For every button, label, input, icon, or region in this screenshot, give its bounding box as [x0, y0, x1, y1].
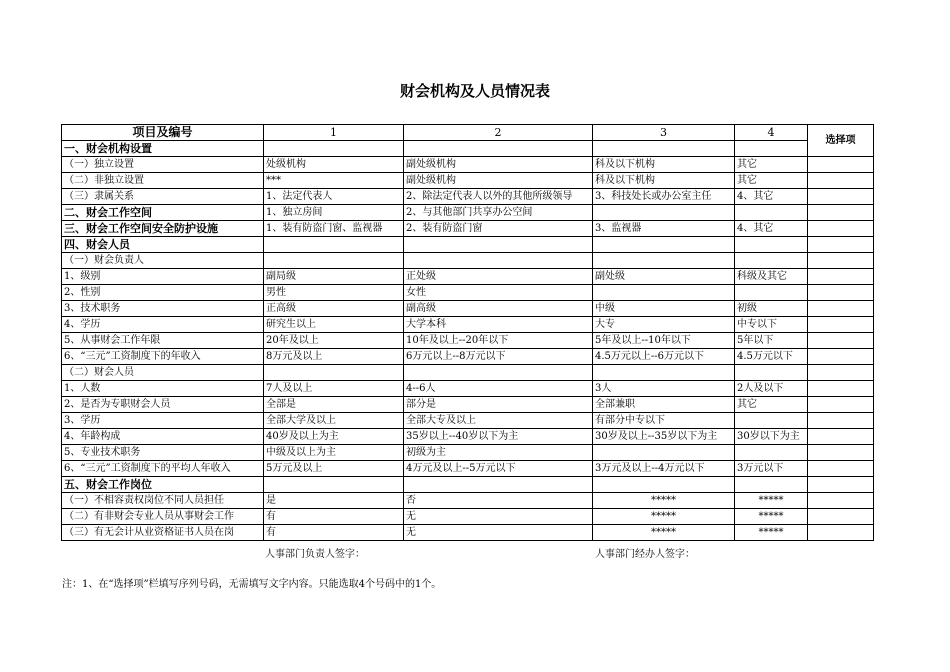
option-cell-3: 大专 — [593, 317, 735, 333]
option-cell-2: 部分是 — [404, 397, 593, 413]
table-row — [62, 461, 874, 477]
option-cell-2 — [404, 365, 593, 381]
table-row — [62, 317, 874, 333]
table-row — [62, 349, 874, 365]
option-cell-4: ***** — [735, 493, 808, 509]
table-row — [62, 157, 874, 173]
signature-right: 人事部门经办人签字： — [595, 549, 695, 560]
option-cell-1: 研究生以上 — [264, 317, 404, 333]
option-cell-4: 4.5万元以下 — [735, 349, 808, 365]
select-cell[interactable] — [808, 429, 874, 445]
option-cell-3: 副处级 — [593, 269, 735, 285]
option-cell-4 — [735, 477, 808, 493]
option-cell-4 — [735, 237, 808, 253]
table-row — [62, 189, 874, 205]
option-cell-1 — [264, 477, 404, 493]
table-row — [62, 285, 874, 301]
select-cell[interactable] — [808, 365, 874, 381]
option-cell-4: 中专以下 — [735, 317, 808, 333]
option-cell-3 — [593, 285, 735, 301]
table-row — [62, 429, 874, 445]
option-cell-4: 科级及其它 — [735, 269, 808, 285]
option-cell-3 — [593, 365, 735, 381]
option-cell-2: 副处级机构 — [404, 173, 593, 189]
row-label: 三、财会工作空间安全防护设施 — [62, 221, 264, 237]
select-cell[interactable] — [808, 381, 874, 397]
option-cell-2: 2、与其他部门共享办公空间 — [404, 205, 593, 221]
page-title: 财会机构及人员情况表 — [399, 82, 550, 100]
row-label: （三）隶属关系 — [62, 189, 264, 205]
row-label: 6、“三元”工资制度下的平均人年收入 — [62, 461, 264, 477]
option-cell-3: ***** — [593, 493, 735, 509]
option-cell-1: 是 — [264, 493, 404, 509]
option-cell-2 — [404, 237, 593, 253]
table-row — [62, 269, 874, 285]
option-cell-2: 副处级机构 — [404, 157, 593, 173]
select-cell[interactable] — [808, 461, 874, 477]
option-cell-3 — [593, 445, 735, 461]
option-cell-1: 40岁及以上为主 — [264, 429, 404, 445]
option-cell-2: 6万元以上--8万元以下 — [404, 349, 593, 365]
option-cell-2 — [404, 253, 593, 269]
option-cell-1: 中级及以上为主 — [264, 445, 404, 461]
select-cell[interactable] — [808, 493, 874, 509]
option-cell-4: 5年以下 — [735, 333, 808, 349]
row-label: 1、人数 — [62, 381, 264, 397]
row-label: （二）财会人员 — [62, 365, 264, 381]
row-label: 4、学历 — [62, 317, 264, 333]
option-cell-3: ***** — [593, 509, 735, 525]
option-cell-1 — [264, 141, 404, 157]
option-cell-1: 7人及以上 — [264, 381, 404, 397]
option-cell-4: ***** — [735, 509, 808, 525]
signature-left: 人事部门负责人签字： — [265, 549, 365, 560]
footnote: 注：1、在“选择项”栏填写序列号码，无需填写文字内容。只能选取4个号码中的1个。 — [62, 579, 442, 590]
option-cell-4: ***** — [735, 525, 808, 541]
table-row — [62, 493, 874, 509]
select-cell[interactable] — [808, 253, 874, 269]
header-row — [62, 125, 874, 141]
option-cell-4: 2人及以下 — [735, 381, 808, 397]
option-cell-3: 科及以下机构 — [593, 173, 735, 189]
row-label: （一）财会负责人 — [62, 253, 264, 269]
table-row — [62, 397, 874, 413]
option-cell-3 — [593, 253, 735, 269]
option-cell-3: 3、监视器 — [593, 221, 735, 237]
option-cell-4 — [735, 445, 808, 461]
option-cell-1: 全部是 — [264, 397, 404, 413]
select-cell[interactable] — [808, 173, 874, 189]
table-row — [62, 237, 874, 253]
option-cell-2: 副高级 — [404, 301, 593, 317]
option-cell-1: 5万元及以上 — [264, 461, 404, 477]
table-row — [62, 445, 874, 461]
option-cell-4: 3万元以下 — [735, 461, 808, 477]
option-cell-2: 大学本科 — [404, 317, 593, 333]
option-cell-2 — [404, 141, 593, 157]
select-cell[interactable] — [808, 317, 874, 333]
row-label: 1、级别 — [62, 269, 264, 285]
header-col-3: 3 — [593, 125, 735, 141]
option-cell-1 — [264, 237, 404, 253]
option-cell-1: *** — [264, 173, 404, 189]
option-cell-2: 4--6人 — [404, 381, 593, 397]
option-cell-1: 正高级 — [264, 301, 404, 317]
row-label: 2、是否为专职财会人员 — [62, 397, 264, 413]
option-cell-3: 30岁及以上--35岁以下为主 — [593, 429, 735, 445]
row-label: 2、性别 — [62, 285, 264, 301]
table-row — [62, 141, 874, 157]
table-row — [62, 365, 874, 381]
option-cell-4 — [735, 365, 808, 381]
option-cell-1 — [264, 253, 404, 269]
table-row — [62, 173, 874, 189]
option-cell-3: 有部分中专以下 — [593, 413, 735, 429]
select-cell[interactable] — [808, 445, 874, 461]
option-cell-2: 4万元及以上--5万元以下 — [404, 461, 593, 477]
option-cell-4 — [735, 205, 808, 221]
option-cell-1: 有 — [264, 509, 404, 525]
row-label: （二）有非财会专业人员从事财会工作 — [62, 509, 264, 525]
option-cell-2 — [404, 477, 593, 493]
select-cell[interactable] — [808, 525, 874, 541]
select-cell[interactable] — [808, 413, 874, 429]
row-label: （一）不相容责权岗位不同人员担任 — [62, 493, 264, 509]
row-label: 6、“三元”工资制度下的年收入 — [62, 349, 264, 365]
select-cell[interactable] — [808, 349, 874, 365]
option-cell-3 — [593, 237, 735, 253]
row-label: 4、年龄构成 — [62, 429, 264, 445]
row-label: 二、财会工作空间 — [62, 205, 264, 221]
option-cell-1: 1、法定代表人 — [264, 189, 404, 205]
option-cell-3: 中级 — [593, 301, 735, 317]
option-cell-3 — [593, 141, 735, 157]
option-cell-3: 4.5万元以上--6万元以下 — [593, 349, 735, 365]
option-cell-4: 4、其它 — [735, 221, 808, 237]
row-label: 3、技术职务 — [62, 301, 264, 317]
option-cell-1: 1、独立房间 — [264, 205, 404, 221]
table-row — [62, 301, 874, 317]
option-cell-2: 2、除法定代表人以外的其他所级领导 — [404, 189, 593, 205]
option-cell-1: 全部大学及以上 — [264, 413, 404, 429]
header-col-1: 1 — [264, 125, 404, 141]
option-cell-4 — [735, 253, 808, 269]
select-cell[interactable] — [808, 285, 874, 301]
option-cell-4: 4、其它 — [735, 189, 808, 205]
option-cell-1: 20年及以上 — [264, 333, 404, 349]
select-cell[interactable] — [808, 205, 874, 221]
option-cell-3: 科及以下机构 — [593, 157, 735, 173]
select-cell[interactable] — [808, 509, 874, 525]
option-cell-3: 3人 — [593, 381, 735, 397]
option-cell-2: 否 — [404, 493, 593, 509]
table-row — [62, 525, 874, 541]
row-label: 5、从事财会工作年限 — [62, 333, 264, 349]
select-cell[interactable] — [808, 269, 874, 285]
header-project: 项目及编号 — [62, 125, 264, 141]
option-cell-1: 处级机构 — [264, 157, 404, 173]
option-cell-3: 全部兼职 — [593, 397, 735, 413]
table-row — [62, 477, 874, 493]
option-cell-3 — [593, 477, 735, 493]
select-cell[interactable] — [808, 301, 874, 317]
option-cell-2: 无 — [404, 525, 593, 541]
option-cell-1: 有 — [264, 525, 404, 541]
option-cell-3: ***** — [593, 525, 735, 541]
option-cell-2: 10年及以上--20年以下 — [404, 333, 593, 349]
table-row — [62, 253, 874, 269]
table-row — [62, 221, 874, 237]
header-col-4: 4 — [735, 125, 808, 141]
option-cell-1: 男性 — [264, 285, 404, 301]
select-cell[interactable] — [808, 157, 874, 173]
option-cell-4: 初级 — [735, 301, 808, 317]
option-cell-3 — [593, 205, 735, 221]
option-cell-4 — [735, 413, 808, 429]
table-row — [62, 205, 874, 221]
option-cell-2: 初级为主 — [404, 445, 593, 461]
select-cell[interactable] — [808, 221, 874, 237]
row-label: 一、财会机构设置 — [62, 141, 264, 157]
select-cell[interactable] — [808, 333, 874, 349]
option-cell-1 — [264, 365, 404, 381]
table-row — [62, 381, 874, 397]
table-row — [62, 333, 874, 349]
option-cell-1: 1、装有防盗门窗、监视器 — [264, 221, 404, 237]
option-cell-2: 正处级 — [404, 269, 593, 285]
option-cell-4 — [735, 285, 808, 301]
select-cell[interactable] — [808, 189, 874, 205]
option-cell-2: 无 — [404, 509, 593, 525]
row-label: 5、专业技术职务 — [62, 445, 264, 461]
option-cell-2: 35岁以上--40岁以下为主 — [404, 429, 593, 445]
option-cell-2: 全部大专及以上 — [404, 413, 593, 429]
table-row — [62, 413, 874, 429]
option-cell-3: 5年及以上--10年以下 — [593, 333, 735, 349]
option-cell-3: 3万元及以上--4万元以下 — [593, 461, 735, 477]
header-select: 选择项 — [808, 125, 874, 157]
row-label: （三）有无会计从业资格证书人员在岗 — [62, 525, 264, 541]
row-label: 四、财会人员 — [62, 237, 264, 253]
row-label: 3、学历 — [62, 413, 264, 429]
option-cell-1: 副局级 — [264, 269, 404, 285]
option-cell-4 — [735, 141, 808, 157]
option-cell-4: 其它 — [735, 173, 808, 189]
option-cell-4: 30岁以下为主 — [735, 429, 808, 445]
select-cell[interactable] — [808, 237, 874, 253]
select-cell[interactable] — [808, 477, 874, 493]
select-cell[interactable] — [808, 397, 874, 413]
option-cell-1: 8万元及以上 — [264, 349, 404, 365]
table-row — [62, 509, 874, 525]
option-cell-2: 2、装有防盗门窗 — [404, 221, 593, 237]
header-col-2: 2 — [404, 125, 593, 141]
row-label: （一）独立设置 — [62, 157, 264, 173]
option-cell-4: 其它 — [735, 397, 808, 413]
data-table — [61, 124, 874, 541]
option-cell-3: 3、科技处长或办公室主任 — [593, 189, 735, 205]
row-label: （二）非独立设置 — [62, 173, 264, 189]
option-cell-2: 女性 — [404, 285, 593, 301]
row-label: 五、财会工作岗位 — [62, 477, 264, 493]
option-cell-4: 其它 — [735, 157, 808, 173]
